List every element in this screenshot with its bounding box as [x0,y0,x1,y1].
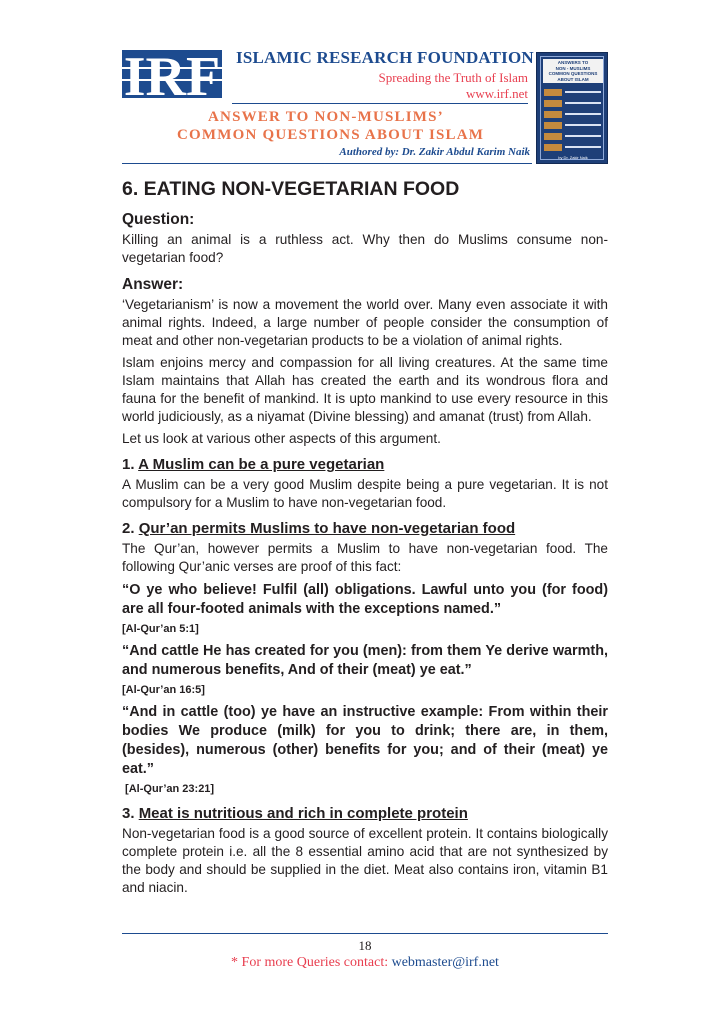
footer-divider [122,933,608,934]
book-thumb-image [544,111,562,118]
book-text-line [565,135,601,137]
book-text-line [565,113,601,115]
answer-paragraph: Islam enjoins mercy and compassion for all living creatures. At the same time Islam maintains that Allah has created the earth and its wondrous flora and fauna for the benefit of mankind. It is upto mankind to use every resource in this world judiciously, as a niyamat (Divine blessing) and amanat (trust) from Allah. [122,355,608,424]
question-text: Killing an animal is a ruthless act. Why then do Muslims consume non-vegetarian food? [122,232,608,265]
answer-label: Answer: [122,276,184,293]
section-heading-2 [122,519,608,538]
quran-reference: [Al-Qur’an 16:5] [122,684,205,696]
irf-logo-graphic [122,46,222,102]
book-thumb-image [544,144,562,151]
quran-reference: [Al-Qur’an 23:21] [122,783,215,795]
book-title-line2: NON - MUSLIMS [555,65,591,71]
section-number: 3. [122,805,135,822]
answer-paragraph: Let us look at various other aspects of this argument. [122,431,441,446]
book-cover-author: by Dr. Zakir Naik [558,155,588,160]
quran-quote: “And in cattle (too) ye have an instructive example: From within their bodies We produce (milk) for you to drink; there are, in them, (besides), numerous (other) benefits for you; and of their (meat) ye eat.” [122,704,608,777]
quran-quote: “O ye who believe! Fulfil (all) obligations. Lawful unto you (for food) are all four-footed animals with the exceptions named.” [122,582,608,617]
irf-logo [122,46,222,102]
section-paragraph: A Muslim can be a very good Muslim despite being a pure vegetarian. It is not compulsory for a Muslim to have non-vegetarian food. [122,477,608,510]
author-credit: Authored by: Dr. Zakir Abdul Karim Naik [339,146,530,158]
series-title-line1: ANSWER TO NON-MUSLIMS’ [208,109,444,125]
book-title-line4: ABOUT ISLAM [557,76,589,82]
quran-reference: [Al-Qur’an 5:1] [122,623,199,635]
article-body [122,176,608,901]
org-name: ISLAMIC RESEARCH FOUNDATION [236,48,534,67]
footer-contact [122,955,608,971]
header-divider [232,103,528,104]
section-number: 2. [122,520,135,537]
book-text-line [565,124,601,126]
footer-contact-prefix: * For more Queries contact: [231,955,392,970]
page-header [0,0,728,165]
book-text-line [565,91,601,93]
tagline: Spreading the Truth of Islam [378,70,528,85]
series-title-line2: COMMON QUESTIONS ABOUT ISLAM [177,127,485,143]
book-text-line [565,146,601,148]
book-title-line3: COMMON QUESTIONS [548,71,598,76]
book-cover-title [543,59,603,83]
book-cover [536,52,608,164]
contact-email-link[interactable]: webmaster@irf.net [391,955,499,970]
chapter-title: 6. EATING NON-VEGETARIAN FOOD [122,178,460,200]
book-thumb-image [544,133,562,140]
section-heading-1 [122,455,608,474]
section-heading-text: Qur’an permits Muslims to have non-vegetarian food [138,520,516,537]
page-number: 18 [358,938,372,953]
section-paragraph: The Qur’an, however permits a Muslim to have non-vegetarian food. The following Qur’anic verses are proof of this fact: [122,541,608,574]
section-heading-text: Meat is nutritious and rich in complete protein [138,805,468,822]
answer-paragraph: ‘Vegetarianism’ is now a movement the world over. Many even associate it with animal rights. Indeed, a large number of people consider the consumption of meat and other non-vegetarian products to be a violation of animal rights. [122,297,608,348]
book-title-line1: ANSWERS TO [557,60,589,65]
section-number: 1. [122,456,135,473]
book-thumb-image [544,100,562,107]
section-paragraph: Non-vegetarian food is a good source of excellent protein. It contains biologically complete protein i.e. all the 8 essential amino acid that are not synthesized by the body and should be supplied in the diet. Meat also contains iron, vitamin B1 and niacin. [122,826,608,895]
logo-text: IRF [123,46,221,102]
book-thumb-image [544,122,562,129]
website-link[interactable]: www.irf.net [466,86,528,101]
section-heading-text: A Muslim can be a pure vegetarian [138,456,385,473]
header-bottom-divider [122,163,532,164]
book-text-line [565,102,601,104]
question-label: Question: [122,211,195,228]
book-thumb-image [544,89,562,96]
quran-quote: “And cattle He has created for you (men): from them Ye derive warmth, and numerous benefits, And of their (meat) ye eat.” [122,643,608,678]
section-heading-3 [122,804,608,823]
